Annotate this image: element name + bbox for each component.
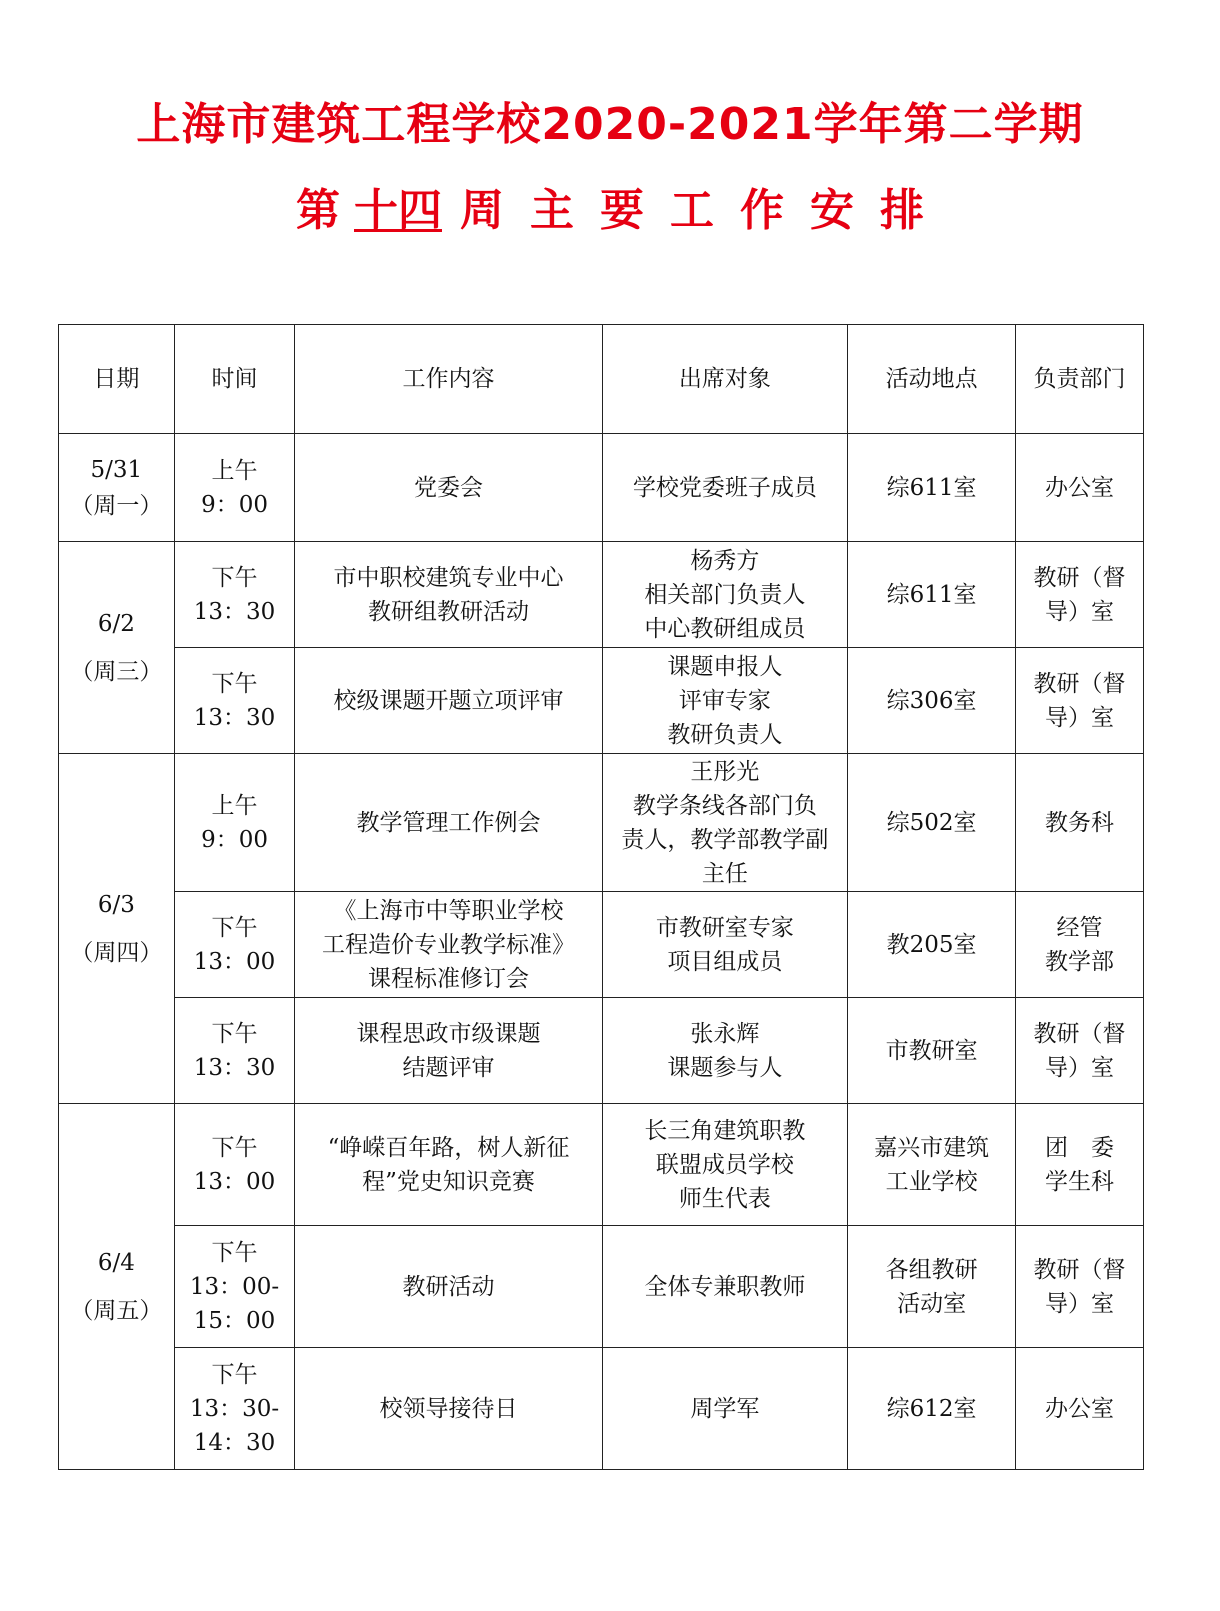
attendees-cell — [602, 1226, 848, 1348]
content-cell — [295, 754, 602, 892]
subtitle-char: 工 — [670, 185, 714, 236]
dept-line: 教研（督 — [1033, 564, 1126, 591]
subtitle-prefix: 第 — [296, 185, 340, 236]
table-row — [59, 998, 1144, 1104]
date-value: 5/31 — [90, 456, 143, 483]
location-line: 各组教研 — [885, 1256, 978, 1283]
time-line: 下午 — [211, 914, 258, 941]
content-line: 教研组教研活动 — [367, 598, 529, 625]
attendees-line: 长三角建筑职教 — [644, 1117, 806, 1144]
attendees-line: 课题申报人 — [667, 653, 783, 680]
time-cell — [174, 1348, 295, 1470]
table-row — [59, 754, 1144, 892]
time-line: 13：00 — [193, 948, 276, 975]
content-line: 课程思政市级课题 — [356, 1020, 541, 1047]
attendees-cell — [602, 754, 848, 892]
dept-line: 经管 — [1056, 914, 1103, 941]
location-line: 市教研室 — [885, 1037, 978, 1064]
attendees-line: 杨秀方 — [690, 547, 760, 574]
dept-cell — [1016, 754, 1144, 892]
time-cell — [174, 892, 295, 998]
table-row — [59, 1226, 1144, 1348]
date-cell — [59, 754, 175, 1104]
time-line: 9：00 — [201, 491, 268, 518]
time-cell — [174, 998, 295, 1104]
location-cell — [848, 1104, 1016, 1226]
attendees-line: 王彤光 — [690, 758, 760, 785]
schedule-body — [59, 434, 1144, 1470]
attendees-cell — [602, 998, 848, 1104]
attendees-line: 主任 — [701, 860, 748, 887]
table-row — [59, 892, 1144, 998]
content-cell — [295, 542, 602, 648]
content-cell — [295, 998, 602, 1104]
header-location: 活动地点 — [848, 325, 1016, 434]
attendees-cell — [602, 1104, 848, 1226]
content-line: 教学管理工作例会 — [356, 809, 541, 836]
date-value: 6/2 — [97, 610, 135, 637]
time-line: 13：30 — [193, 598, 276, 625]
time-line: 14：30 — [193, 1429, 276, 1456]
time-line: 9：00 — [201, 826, 268, 853]
location-cell — [848, 542, 1016, 648]
table-row — [59, 434, 1144, 542]
time-line: 15：00 — [193, 1307, 276, 1334]
location-cell — [848, 1226, 1016, 1348]
content-cell — [295, 1226, 602, 1348]
attendees-line: 课题参与人 — [667, 1054, 783, 1081]
time-line: 13：00 — [193, 1168, 276, 1195]
location-cell — [848, 754, 1016, 892]
dept-cell — [1016, 648, 1144, 754]
dept-line: 教研（督 — [1033, 1256, 1126, 1283]
content-cell — [295, 434, 602, 542]
time-line: 下午 — [211, 1239, 258, 1266]
content-line: 程”党史知识竞赛 — [362, 1168, 535, 1195]
content-line: 校领导接待日 — [379, 1395, 518, 1422]
weekday-value: （周五） — [70, 1297, 163, 1324]
date-cell — [59, 542, 175, 754]
weekday-value: （周一） — [70, 492, 163, 519]
attendees-line: 周学军 — [690, 1395, 760, 1422]
location-line: 综502室 — [886, 809, 977, 836]
location-line: 教205室 — [886, 931, 977, 958]
dept-cell — [1016, 998, 1144, 1104]
table-row — [59, 648, 1144, 754]
attendees-cell — [602, 1348, 848, 1470]
attendees-line: 教研负责人 — [667, 721, 783, 748]
time-line: 上午 — [211, 792, 258, 819]
location-cell — [848, 1348, 1016, 1470]
attendees-line: 教学条线各部门负 — [632, 792, 817, 819]
table-row — [59, 1104, 1144, 1226]
dept-line: 办公室 — [1045, 474, 1114, 501]
date-value: 6/3 — [97, 891, 135, 918]
subtitle-char: 周 — [460, 185, 504, 236]
table-row — [59, 542, 1144, 648]
header-date: 日期 — [59, 325, 175, 434]
weekday-value: （周四） — [70, 939, 163, 966]
content-line: 校级课题开题立项评审 — [333, 687, 564, 714]
time-line: 下午 — [211, 670, 258, 697]
content-line: “峥嵘百年路，树人新征 — [327, 1134, 570, 1161]
time-cell — [174, 434, 295, 542]
dept-line: 导）室 — [1045, 598, 1114, 625]
document-subtitle — [0, 174, 1220, 238]
header-attendees: 出席对象 — [602, 325, 848, 434]
date-cell — [59, 434, 175, 542]
weekday-value: （周三） — [70, 658, 163, 685]
subtitle-char: 安 — [810, 185, 854, 236]
schedule-table — [58, 324, 1144, 1470]
dept-cell — [1016, 542, 1144, 648]
week-number: 十四 — [354, 185, 442, 236]
document-title: 上海市建筑工程学校2020-2021学年第二学期 — [136, 99, 1084, 150]
attendees-line: 责人，教学部教学副 — [621, 826, 829, 853]
attendees-line: 师生代表 — [678, 1185, 771, 1212]
time-line: 13：30 — [193, 1054, 276, 1081]
content-line: 结题评审 — [402, 1054, 495, 1081]
attendees-line: 学校党委班子成员 — [632, 474, 817, 501]
dept-cell — [1016, 892, 1144, 998]
content-line: 市中职校建筑专业中心 — [333, 564, 564, 591]
header-row — [59, 325, 1144, 434]
location-line: 综306室 — [886, 687, 977, 714]
header-dept: 负责部门 — [1016, 325, 1144, 434]
content-line: 教研活动 — [402, 1273, 495, 1300]
attendees-cell — [602, 648, 848, 754]
dept-line: 导）室 — [1045, 1054, 1114, 1081]
dept-line: 教学部 — [1045, 948, 1114, 975]
content-cell — [295, 892, 602, 998]
header-time: 时间 — [174, 325, 295, 434]
content-line: 《上海市中等职业学校 — [333, 897, 564, 924]
time-cell — [174, 542, 295, 648]
location-line: 活动室 — [897, 1290, 967, 1317]
location-line: 嘉兴市建筑 — [874, 1134, 990, 1161]
dept-line: 导）室 — [1045, 704, 1114, 731]
attendees-line: 中心教研组成员 — [644, 615, 806, 642]
header-content: 工作内容 — [295, 325, 602, 434]
subtitle-char: 主 — [530, 185, 574, 236]
content-cell — [295, 648, 602, 754]
time-line: 13：30- — [189, 1395, 280, 1422]
location-cell — [848, 892, 1016, 998]
time-cell — [174, 648, 295, 754]
dept-line: 教务科 — [1045, 809, 1114, 836]
location-line: 综612室 — [886, 1395, 977, 1422]
attendees-line: 相关部门负责人 — [644, 581, 806, 608]
time-line: 下午 — [211, 1361, 258, 1388]
attendees-cell — [602, 542, 848, 648]
subtitle-char: 作 — [740, 185, 784, 236]
location-cell — [848, 998, 1016, 1104]
dept-cell — [1016, 1226, 1144, 1348]
attendees-line: 市教研室专家 — [655, 914, 794, 941]
content-line: 党委会 — [413, 474, 483, 501]
subtitle-char: 要 — [600, 185, 644, 236]
time-line: 下午 — [211, 564, 258, 591]
location-cell — [848, 648, 1016, 754]
location-line: 工业学校 — [885, 1168, 978, 1195]
content-cell — [295, 1104, 602, 1226]
location-cell — [848, 434, 1016, 542]
dept-cell — [1016, 434, 1144, 542]
dept-cell — [1016, 1104, 1144, 1226]
location-line: 综611室 — [886, 474, 977, 501]
dept-line: 办公室 — [1045, 1395, 1114, 1422]
date-cell — [59, 1104, 175, 1470]
dept-line: 团 委 — [1045, 1134, 1114, 1161]
dept-line: 学生科 — [1045, 1168, 1114, 1195]
attendees-line: 联盟成员学校 — [655, 1151, 794, 1178]
attendees-line: 评审专家 — [678, 687, 771, 714]
time-line: 上午 — [211, 457, 258, 484]
time-line: 13：00- — [189, 1273, 280, 1300]
attendees-cell — [602, 434, 848, 542]
attendees-cell — [602, 892, 848, 998]
subtitle-char: 排 — [880, 185, 924, 236]
time-cell — [174, 1104, 295, 1226]
attendees-line: 项目组成员 — [667, 948, 783, 975]
time-cell — [174, 754, 295, 892]
dept-line: 教研（督 — [1033, 1020, 1126, 1047]
time-cell — [174, 1226, 295, 1348]
table-row — [59, 1348, 1144, 1470]
content-cell — [295, 1348, 602, 1470]
dept-cell — [1016, 1348, 1144, 1470]
date-value: 6/4 — [97, 1249, 135, 1276]
time-line: 下午 — [211, 1020, 258, 1047]
dept-line: 导）室 — [1045, 1290, 1114, 1317]
content-line: 工程造价专业教学标准》 — [321, 931, 575, 958]
time-line: 13：30 — [193, 704, 276, 731]
dept-line: 教研（督 — [1033, 670, 1126, 697]
attendees-line: 张永辉 — [690, 1020, 760, 1047]
attendees-line: 全体专兼职教师 — [644, 1273, 806, 1300]
subtitle-chars — [460, 185, 924, 236]
content-line: 课程标准修订会 — [367, 965, 529, 992]
location-line: 综611室 — [886, 581, 977, 608]
time-line: 下午 — [211, 1134, 258, 1161]
